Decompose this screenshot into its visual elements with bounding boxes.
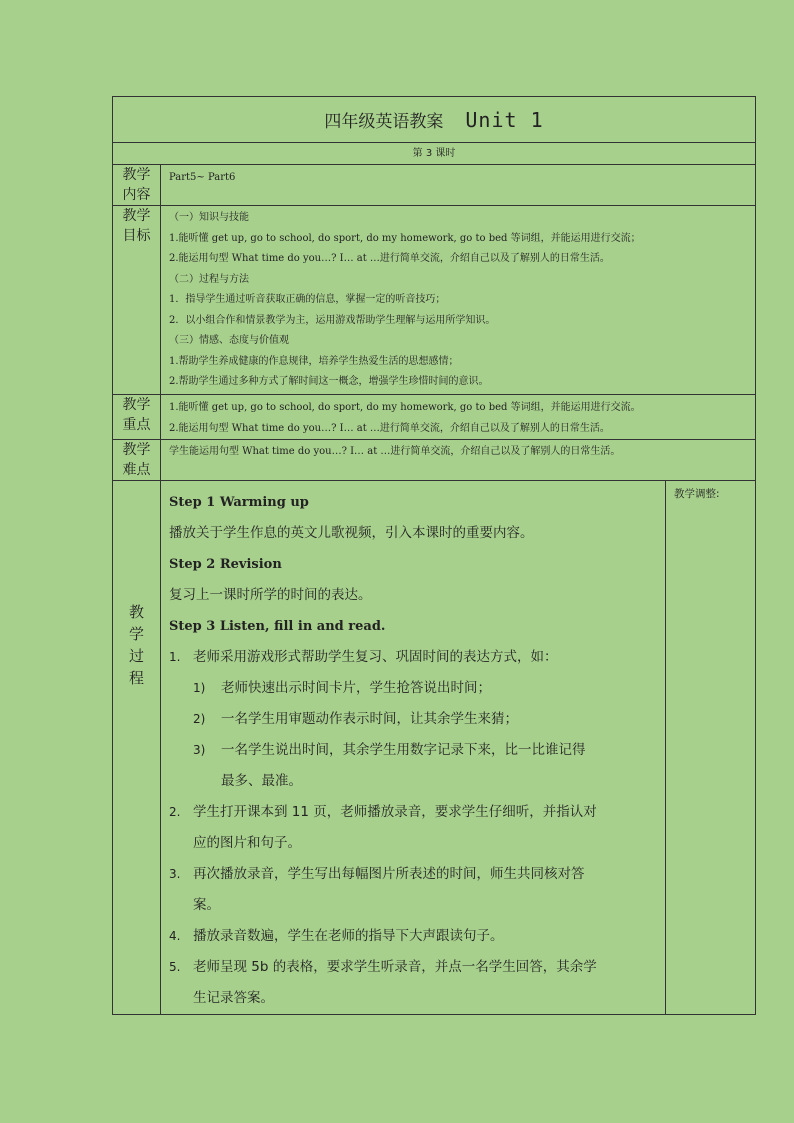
objectives-row [113,206,756,395]
step2-text: 复习上一课时所学的时间的表达。 [169,587,372,603]
step3-item-2 [169,797,661,859]
process-label [113,481,161,1015]
item-number: 5. [169,960,181,974]
item-text-a: 学生打开课本到 11 页，老师播放录音，要求学生仔细听，并指认对 [193,804,597,820]
sub-item-3 [169,735,661,797]
page-title: 四年级英语教案 [324,112,444,132]
process-row [113,481,756,1015]
objectives-line: 2．以小组合作和情景教学为主，运用游戏帮助学生理解与运用所学知识。 [169,314,496,326]
key-point-line: 2.能运用句型 What time do you…? I… at …进行简单交流，介绍自己以及了解别人的日常生活。 [169,423,610,434]
content-text: Part5~ Part6 [161,165,756,206]
sub-item-number: 3) [193,743,206,757]
content-row [113,165,756,206]
item-text-b: 案。 [193,897,220,913]
key-points-row [113,395,756,440]
step3-item-4 [169,921,661,952]
adjustment-label: 教学调整: [674,488,720,500]
process-label-char: 学 [128,625,144,643]
key-points-label: 教学 重点 [113,395,161,440]
sub-item-text-a: 一名学生说出时间，其余学生用数字记录下来，比一比谁记得 [221,742,586,758]
objectives-line: 1.帮助学生养成健康的作息规律，培养学生热爱生活的思想感情； [169,355,459,367]
step1-title: Step 1 Warming up [169,495,309,510]
objectives-line: 1.能听懂 get up, go to school, do sport, do my homework, go to bed 等词组，并能运用进行交流； [169,232,641,244]
step2-title: Step 2 Revision [169,557,282,572]
sub-item-text [221,735,586,797]
step3-title: Step 3 Listen, fill in and read. [169,619,386,634]
item-text-a: 老师呈现 5b 的表格，要求学生听录音，并点一名学生回答，其余学 [193,959,597,975]
sub-item-text-b: 最多、最准。 [221,773,302,789]
sub-item-number: 1) [193,681,206,695]
step1-text: 播放关于学生作息的英文儿歌视频，引入本课时的重要内容。 [169,525,534,541]
unit-title: Unit 1 [465,108,544,132]
key-points-content [161,395,756,440]
sub-item-text: 老师快速出示时间卡片，学生抢答说出时间； [221,680,491,696]
item-text-b: 生记录答案。 [193,990,274,1006]
item-text [193,797,597,859]
difficulties-label: 教学 难点 [113,440,161,481]
difficulties-text: 学生能运用句型 What time do you…? I… at …进行简单交流，介绍自己以及了解别人的日常生活。 [161,440,756,481]
lesson-plan-table [112,96,756,1015]
process-label-char: 过 [128,647,144,665]
step3-item-3 [169,859,661,921]
objectives-content [161,206,756,395]
item-number: 2. [169,805,181,819]
item-number: 1. [169,650,181,664]
objectives-label: 教学 目标 [113,206,161,395]
item-text [193,952,597,1014]
step3-item-5 [169,952,661,1014]
item-text-b: 应的图片和句子。 [193,835,301,851]
content-label: 教学 内容 [113,165,161,206]
objectives-line: 2.帮助学生通过多种方式了解时间这一概念，增强学生珍惜时间的意识。 [169,376,489,387]
item-text-a: 再次播放录音，学生写出每幅图片所表述的时间，师生共同核对答 [193,866,585,882]
difficulties-row [113,440,756,481]
item-text: 老师采用游戏形式帮助学生复习、巩固时间的表达方式，如： [193,649,558,665]
item-text [193,859,585,921]
objectives-line: 1．指导学生通过听音获取正确的信息，掌握一定的听音技巧； [169,294,446,305]
objectives-line: （一）知识与技能 [169,212,249,223]
process-label-char: 教 [128,603,144,621]
process-content [161,481,666,1015]
title-cell [113,97,756,143]
objectives-line: （二）过程与方法 [169,273,249,285]
adjustment-cell [666,481,756,1015]
process-label-char: 程 [128,669,144,687]
sub-item-2 [169,704,661,735]
key-point-line: 1.能听懂 get up, go to school, do sport, do my homework, go to bed 等词组，并能运用进行交流。 [169,402,641,413]
session-label: 第 3 课时 [113,143,756,165]
sub-item-1 [169,673,661,704]
objectives-line: 2.能运用句型 What time do you…? I… at …进行简单交流，介绍自己以及了解别人的日常生活。 [169,253,610,264]
item-number: 3. [169,867,181,881]
item-text: 播放录音数遍，学生在老师的指导下大声跟读句子。 [193,928,504,944]
step3-item-1 [169,642,661,673]
objectives-line: （三）情感、态度与价值观 [169,335,289,346]
sub-item-number: 2) [193,712,206,726]
title-row [113,97,756,143]
item-number: 4. [169,929,181,943]
session-row [113,143,756,165]
sub-item-text: 一名学生用审题动作表示时间，让其余学生来猜； [221,711,518,727]
